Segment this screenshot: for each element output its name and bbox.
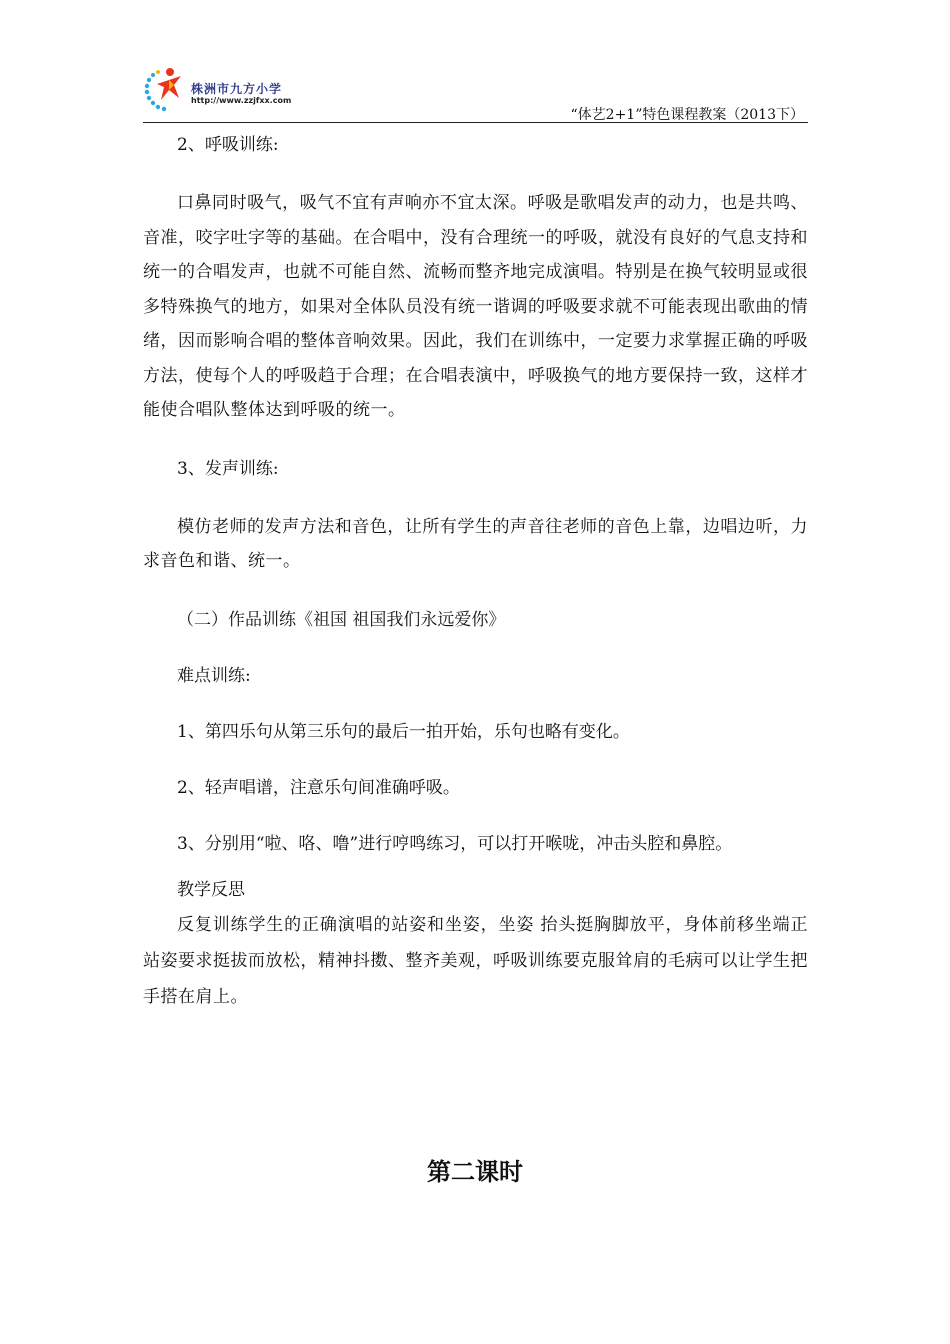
paragraph-voice-training: 模仿老师的发声方法和音色，让所有学生的声音往老师的音色上靠，边唱边听，力求音色和谐、统一。: [143, 516, 808, 571]
heading-work-training: （二）作品训练《祖国 祖国我们永远爱你》: [177, 609, 506, 630]
school-url: http://www.zzjfxx.com: [191, 96, 292, 105]
document-header-title: “体艺2+1”特色课程教案（2013下）: [570, 107, 804, 123]
header-divider: [143, 122, 808, 123]
page-header: [143, 66, 808, 122]
list-item-3: 3、分别用“啦、咯、噜”进行哼鸣练习，可以打开喉咙，冲击头腔和鼻腔。: [177, 833, 733, 854]
list-item-2: 2、轻声唱谱，注意乐句间准确呼吸。: [177, 777, 460, 798]
school-logo: [143, 66, 303, 116]
school-name: 株洲市九方小学: [191, 82, 283, 96]
list-item-1: 1、第四乐句从第三乐句的最后一拍开始，乐句也略有变化。: [177, 721, 630, 742]
star-person-logo-icon: [143, 66, 193, 116]
paragraph-teaching-reflection: 反复训练学生的正确演唱的站姿和坐姿，坐姿 抬头挺胸脚放平，身体前移坐端正 站姿要求挺拔而放松，精神抖擞、整齐美观，呼吸训练要克服耸肩的毛病可以让学生把手搭在肩上。: [143, 914, 808, 1007]
document-body: [143, 124, 808, 1015]
heading-voice-training: 3、发声训练:: [177, 458, 279, 479]
section-title: 第二课时: [427, 1158, 523, 1186]
heading-difficulty-training: 难点训练:: [177, 665, 251, 686]
heading-teaching-reflection: 教学反思: [177, 879, 245, 900]
heading-breath-training: 2、呼吸训练:: [177, 135, 279, 155]
paragraph-breath-training: 口鼻同时吸气，吸气不宜有声响亦不宜太深。呼吸是歌唱发声的动力，也是共鸣、音准，咬字吐字等的基础。在合唱中，没有合理统一的呼吸，就没有良好的气息支持和统一的合唱发声，也就不可能自然、流畅而整齐地完成演唱。特别是在换气较明显或很多特殊换气的地方，如果对全体队员没有统一谐调的呼吸要求就不可能表现出歌曲的情绪，因而影响合唱的整体音响效果。因此，我们在训练中，一定要力求掌握正确的呼吸方法，使每个人的呼吸趋于合理；在合唱表演中，呼吸换气的地方要保持一致，这样才能使合唱队整体达到呼吸的统一。: [143, 193, 808, 420]
